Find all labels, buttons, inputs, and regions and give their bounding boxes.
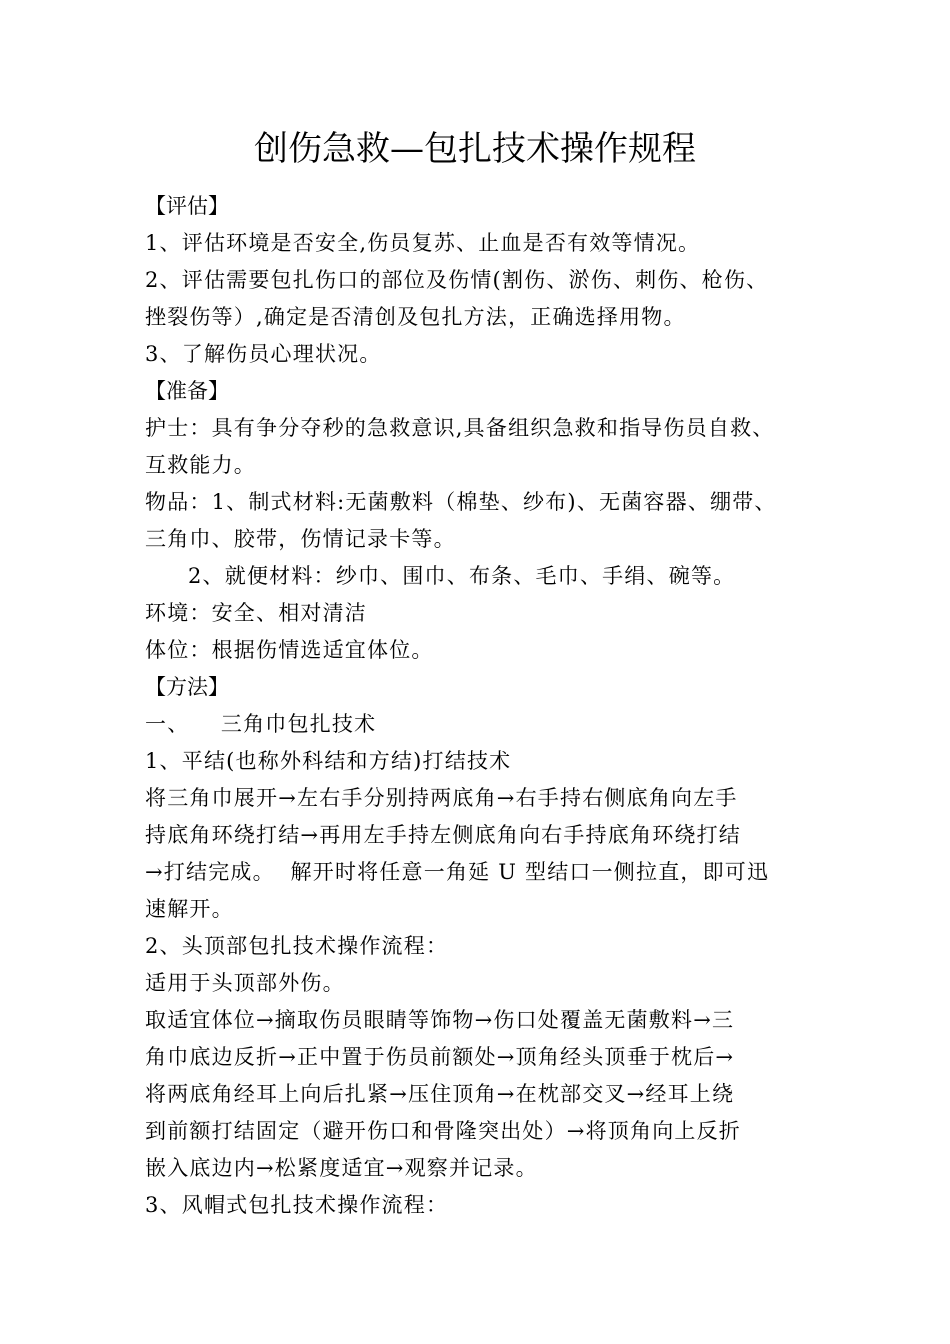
- text-line: 环境：安全、相对清洁: [145, 601, 367, 625]
- text-line: 3、风帽式包扎技术操作流程：: [145, 1193, 449, 1217]
- text-line: 持底角环绕打结→再用左手持左侧底角向右手持底角环绕打结: [145, 823, 741, 847]
- text-line: 2、头顶部包扎技术操作流程：: [145, 934, 449, 958]
- section-heading-method: 【方法】: [145, 675, 229, 699]
- text-line: 3、了解伤员心理状况。: [145, 342, 382, 366]
- text-line: 三角巾、胶带，伤情记录卡等。: [145, 527, 456, 551]
- text-line: 2、评估需要包扎伤口的部位及伤情(割伤、淤伤、刺伤、枪伤、: [145, 268, 769, 292]
- text-line: 体位：根据伤情选适宜体位。: [145, 638, 434, 662]
- text-line: 速解开。: [145, 897, 234, 921]
- text-line: 护士：具有争分夺秒的急救意识,具备组织急救和指导伤员自救、: [145, 416, 775, 440]
- section-heading-preparation: 【准备】: [145, 379, 229, 403]
- text-line: 挫裂伤等）,确定是否清创及包扎方法，正确选择用物。: [145, 305, 686, 329]
- text-line: 嵌入底边内→松紧度适宜→观察并记录。: [145, 1156, 538, 1180]
- text-line: 到前额打结固定（避开伤口和骨隆突出处）→将顶角向上反折: [145, 1119, 741, 1143]
- text-line: 将三角巾展开→左右手分别持两底角→右手持右侧底角向左手: [145, 786, 738, 810]
- text-line: →打结完成。 解开时将任意一角延 U 型结口一侧拉直，即可迅: [145, 860, 770, 884]
- text-line: 1、评估环境是否安全,伤员复苏、止血是否有效等情况。: [145, 231, 701, 255]
- section-heading-assessment: 【评估】: [145, 194, 229, 218]
- page-title: 创伤急救—包扎技术操作规程: [254, 129, 696, 169]
- text-line: 适用于头顶部外伤。: [145, 971, 345, 995]
- text-line: 将两底角经耳上向后扎紧→压住顶角→在枕部交叉→经耳上绕: [145, 1082, 735, 1106]
- subsection-heading: 一、 三角巾包扎技术: [145, 712, 377, 736]
- text-line: 互救能力。: [145, 453, 256, 477]
- text-line: 角巾底边反折→正中置于伤员前额处→顶角经头顶垂于枕后→: [145, 1045, 735, 1069]
- text-line: 取适宜体位→摘取伤员眼睛等饰物→伤口处覆盖无菌敷料→三: [145, 1008, 735, 1032]
- text-line: 物品：1、制式材料:无菌敷料（棉垫、纱布)、无菌容器、绷带、: [145, 490, 777, 514]
- text-line: 1、平结(也称外科结和方结)打结技术: [145, 749, 512, 773]
- text-line-indented: 2、就便材料：纱巾、围巾、布条、毛巾、手绢、碗等。: [188, 564, 736, 588]
